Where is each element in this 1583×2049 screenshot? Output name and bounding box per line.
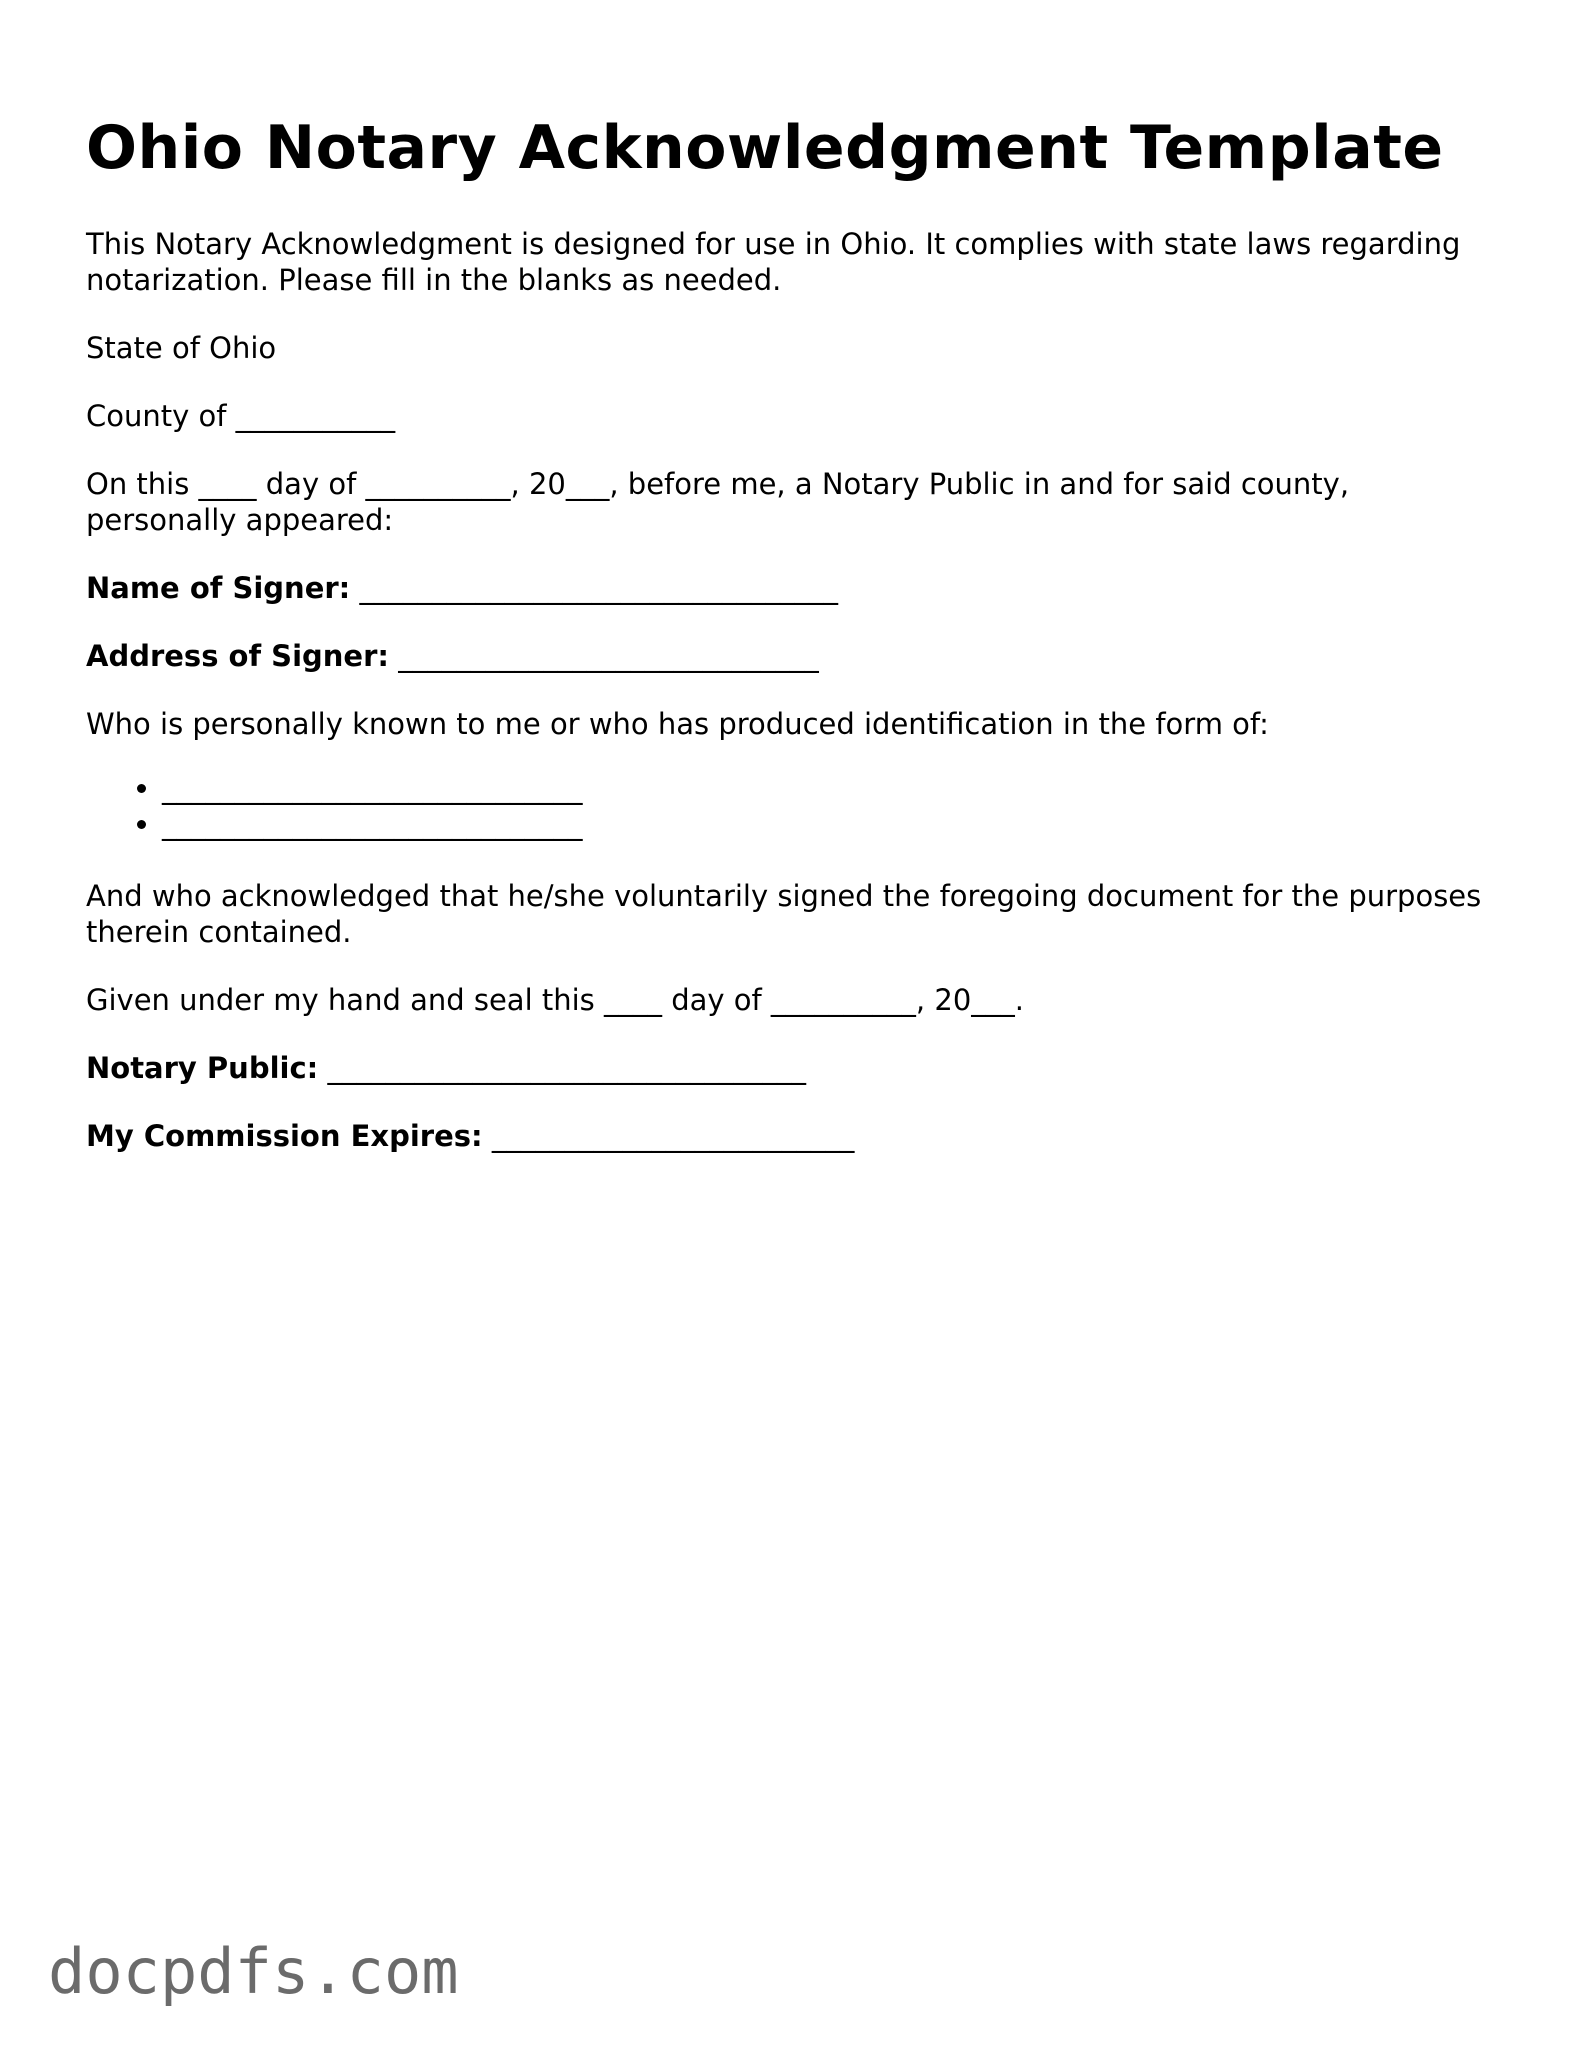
commission-expires-field [86,1118,1506,1154]
document-title: Ohio Notary Acknowledgment Template [86,113,1444,183]
list-item: • _____________________________ [162,806,1506,842]
list-item: • _____________________________ [162,770,1506,806]
signer-address-label: Address of Signer: [86,639,389,673]
document-body [86,110,1506,1186]
commission-expires-blank: _________________________ [482,1119,855,1153]
signer-name-field [86,570,1506,606]
signer-name-label: Name of Signer: [86,571,351,605]
commission-expires-label: My Commission Expires: [86,1119,483,1153]
notary-public-blank: _________________________________ [318,1051,806,1085]
signer-address-field [86,638,1506,674]
notary-public-label: Notary Public: [86,1051,319,1085]
state-line: State of Ohio [86,331,277,365]
identification-paragraph: Who is personally known to me or who has produced identification in the form of: [86,707,1269,741]
county-line: County of ___________ [86,399,396,433]
seal-line: Given under my hand and seal this ____ day of __________, 20___. [86,983,1024,1017]
appearance-paragraph: On this ____ day of __________, 20___, before me, a Notary Public in and for said county, personally appeared: [86,467,1359,537]
notary-public-field [86,1050,1506,1086]
signer-name-blank: _________________________________ [350,571,838,605]
signer-address-blank: _____________________________ [389,639,819,673]
watermark: docpdfs.com [48,1935,459,2008]
acknowledgment-paragraph: And who acknowledged that he/she voluntarily signed the foregoing document for the purposes therein contained. [86,879,1491,949]
identification-list [86,770,1506,842]
intro-paragraph: This Notary Acknowledgment is designed for use in Ohio. It complies with state laws regarding notarization. Please fill in the blanks as needed. [86,227,1470,297]
